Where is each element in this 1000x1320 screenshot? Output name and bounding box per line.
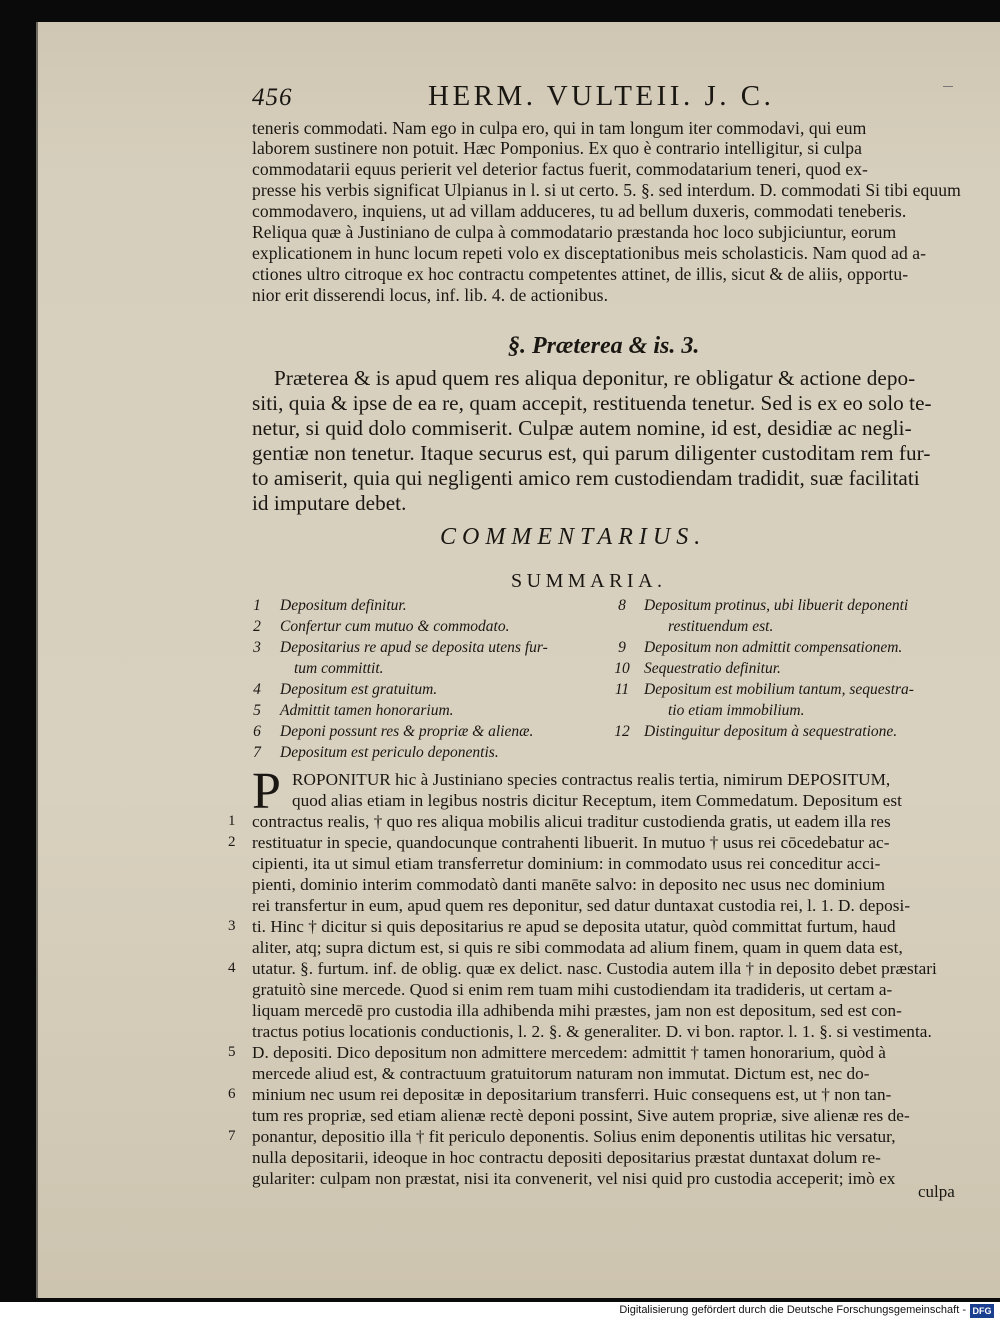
margin-number: 6	[228, 1086, 236, 1102]
summary-number: 5	[253, 702, 261, 719]
text-line: explicationem in hunc locum repeti volo ex disceptationibus meis scholasticis. Nam quod ad a-	[252, 243, 927, 263]
summary-item: tum committit.	[294, 660, 384, 677]
summary-number: 12	[614, 723, 630, 740]
summary-item: Depositum non admittit compensationem.	[644, 639, 903, 656]
summary-number: 4	[253, 681, 261, 698]
text-line: gulariter: culpam non præstat, nisi ita convenerit, vel nisi quid pro custodia acceperit; imò ex	[252, 1169, 896, 1188]
margin-number: 3	[228, 918, 236, 934]
margin-number: 1	[228, 813, 236, 829]
summary-item: Sequestratio definitur.	[644, 660, 781, 677]
summary-item: Admittit tamen honorarium.	[280, 702, 454, 719]
summary-item: Depositum est periculo deponentis.	[280, 744, 499, 761]
text-line: netur, si quid dolo commiserit. Culpæ autem nomine, id est, desidiæ ac negli-	[252, 416, 912, 440]
text-line: mercede aliud est, & contractuum gratuitorum naturam non immutat. Dictum est, nec do-	[252, 1064, 870, 1083]
summary-item: Depositum est gratuitum.	[280, 681, 438, 698]
text-line: tum res propriæ, sed etiam alienæ rectè deponi possint, Sive autem propriæ, sive alienæ res de-	[252, 1106, 910, 1125]
text-line: pienti, dominio interim commodatò danti manēte salvo: in deposito nec usus nec dominium	[252, 875, 886, 894]
text-line: Præterea & is apud quem res aliqua deponitur, re obligatur & actione depo-	[274, 366, 916, 390]
text-line: commodatarii equus perierit vel deterior factus fuerit, commodatarium teneri, quod ex-	[252, 159, 868, 179]
text-line: gratuitò sine mercede. Quod si enim rem tuam mihi custodiendam ita tradideris, ut certam a-	[252, 980, 893, 999]
text-line: commodavero, inquiens, ut ad villam adduceres, tu ad bellum duxeris, commodati teneberis.	[252, 201, 907, 221]
dfg-logo-icon: DFG	[970, 1304, 994, 1318]
text-line: ti. Hinc † dicitur si quis depositarius re apud se deposita utatur, quòd committat furtum, haud	[252, 917, 896, 936]
text-line: tractus potius locationis conductionis, l. 2. §. & generaliter. D. vi bon. raptor. l. 1. §. si vestimenta.	[252, 1022, 932, 1041]
funding-notice: Digitalisierung gefördert durch die Deutsche Forschungsgemeinschaft -	[619, 1304, 966, 1316]
commentarius-heading: COMMENTARIUS.	[440, 524, 707, 550]
summary-item: tio etiam immobilium.	[668, 702, 805, 719]
text-line: to amiserit, quia qui negligenti amico rem custodiendam tradidit, suæ facilitati	[252, 466, 920, 490]
summary-number: 9	[618, 639, 626, 656]
summary-number: 10	[614, 660, 630, 677]
summary-number: 2	[253, 618, 261, 635]
summary-number: 7	[253, 744, 261, 761]
text-line: siti, quia & ipse de ea re, quam accepit, restituenda tenetur. Sed is ex eo solo te-	[252, 391, 932, 415]
text-line: ctiones ultro citroque ex hoc contractu competentes attinet, de illis, sicut & de aliis, opportu-	[252, 264, 909, 284]
summary-item: Depositum protinus, ubi libuerit deponenti	[644, 597, 909, 614]
summary-item: restituendum est.	[668, 618, 774, 635]
summary-number: 11	[614, 681, 630, 698]
text-line: contractus realis, † quo res aliqua mobilis alicui traditur custodienda gratis, ut eadem illa res	[252, 812, 891, 831]
text-line: id imputare debet.	[252, 491, 407, 515]
text-line: gentiæ non tenetur. Itaque securus est, qui parum diligenter custoditam rem fur-	[252, 441, 931, 465]
summary-item: Depositum definitur.	[280, 597, 407, 614]
summary-item: Depositarius re apud se deposita utens fur-	[280, 639, 548, 656]
text-line: aliter, atq; supra dictum est, si quis re sibi commodata ad alium finem, quam in quem data est,	[252, 938, 903, 957]
drop-capital: P	[252, 763, 281, 820]
text-line: D. depositi. Dico depositum non admittere mercedem: admittit † tamen honorarium, quòd à	[252, 1043, 886, 1062]
summary-item: Confertur cum mutuo & commodato.	[280, 618, 510, 635]
text-line: nulla depositarii, ideoque in hoc contractu depositi depositarius præstat duntaxat dolum re-	[252, 1148, 881, 1167]
summary-number: 3	[253, 639, 261, 656]
running-head: HERM. VULTEII. J. C.	[428, 80, 775, 112]
footer-bar	[0, 1302, 1000, 1320]
text-line: Reliqua quæ à Justiniano de culpa à commodatario præstanda hoc loco subjiciuntur, eorum	[252, 222, 897, 242]
summary-item: Distinguitur depositum à sequestratione.	[644, 723, 898, 740]
margin-number: 5	[228, 1044, 236, 1060]
text-line: utatur. §. furtum. inf. de oblig. quæ ex delict. nasc. Custodia autem illa † in deposito debet præstari	[252, 959, 937, 978]
text-line: presse his verbis significat Ulpianus in l. si ut certo. 5. §. sed interdum. D. commodati Si tibi equum	[252, 180, 961, 200]
margin-number: 4	[228, 960, 236, 976]
summaria-heading: SUMMARIA.	[511, 570, 667, 592]
cut-mark	[943, 86, 953, 87]
text-line: restituatur in specie, quandocunque contrahenti libuerit. In mutuo † usus rei cōcedebatur ac-	[252, 833, 890, 852]
text-line: ROPONITUR hic à Justiniano species contractus realis tertia, nimirum DEPOSITUM,	[292, 770, 891, 789]
book-page	[36, 22, 1000, 1298]
text-line: laborem sustinere non potuit. Hæc Pomponius. Ex quo è contrario intelligitur, si culpa	[252, 138, 862, 158]
text-line: ponantur, depositio illa † fit periculo deponentis. Solius enim deponentis utilitas hic versatur,	[252, 1127, 896, 1146]
summary-item: Depositum est mobilium tantum, sequestra-	[644, 681, 914, 698]
text-line: quod alias etiam in legibus nostris dicitur Receptum, item Commedatum. Depositum est	[292, 791, 902, 810]
catchword: culpa	[918, 1182, 955, 1201]
page-number: 456	[252, 84, 293, 111]
text-line: rei transfertur in eum, apud quem res deponitur, sed datur duntaxat custodia rei, l. 1. D. deposi-	[252, 896, 911, 915]
summary-number: 1	[253, 597, 261, 614]
text-line: cipienti, ita ut simul etiam transferretur dominium: in commodato usus rei conceditur acci-	[252, 854, 881, 873]
summary-number: 8	[618, 597, 626, 614]
text-line: nior erit disserendi locus, inf. lib. 4. de actionibus.	[252, 285, 609, 305]
margin-number: 7	[228, 1128, 236, 1144]
margin-number: 2	[228, 834, 236, 850]
section-heading: §. Præterea & is. 3.	[508, 333, 700, 359]
text-line: teneris commodati. Nam ego in culpa ero, qui in tam longum iter commodavi, qui eum	[252, 118, 867, 138]
summary-item: Deponi possunt res & propriæ & alienæ.	[280, 723, 534, 740]
summary-number: 6	[253, 723, 261, 740]
text-line: minium nec usum rei depositæ in depositarium transferri. Huic consequens est, ut † non tan-	[252, 1085, 892, 1104]
text-line: liquam mercedē pro custodia illa adhibenda mihi præstes, jam non est depositum, sed est con-	[252, 1001, 902, 1020]
